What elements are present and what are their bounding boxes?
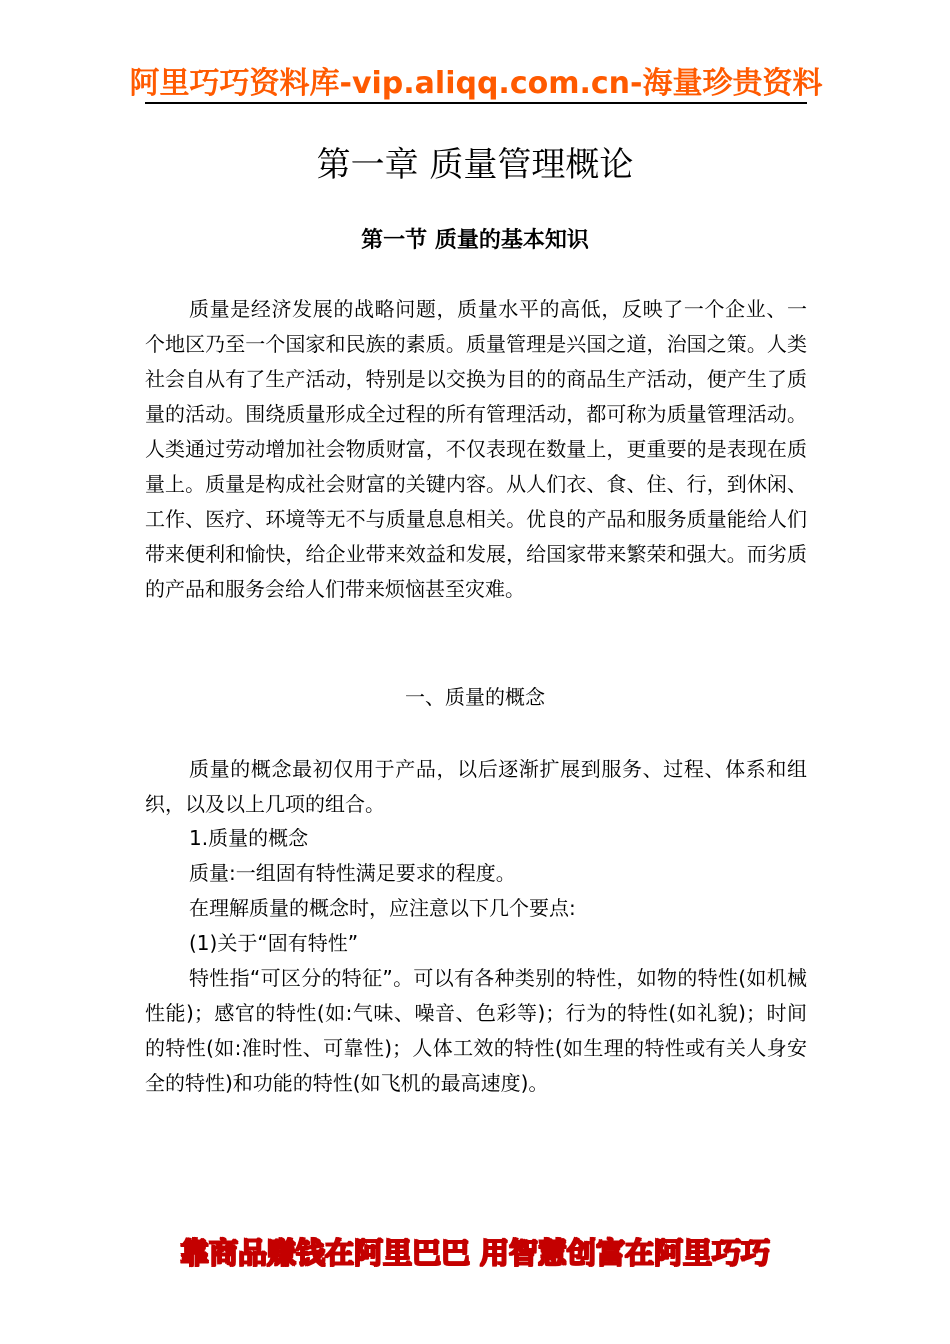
header-banner bbox=[129, 58, 823, 104]
paragraph-concept-scope: 质量的概念最初仅用于产品，以后逐渐扩展到服务、过程、体系和组织，以及以上几项的组合。 bbox=[145, 757, 807, 816]
list-item-definition: 质量:一组固有特性满足要求的程度。 bbox=[189, 861, 516, 885]
header-banner-text: 阿里巧巧资料库-vip.aliqq.com.cn-海量珍贵资料 bbox=[129, 66, 823, 101]
subheading-quality-concept: 一、质量的概念 bbox=[405, 685, 545, 709]
paragraph-characteristics: 特性指“可区分的特征”。可以有各种类别的特性，如物的特性(如机械性能)；感官的特性(如:气味、噪音、色彩等)；行为的特性(如礼貌)；时间的特性(如:准时性、可靠性)；人体工效的特性(如生理的特性或有关人身安全的特性)和功能的特性(如飞机的最高速度)。 bbox=[145, 966, 807, 1095]
paragraph-quality-importance: 质量是经济发展的战略问题，质量水平的高低，反映了一个企业、一个地区乃至一个国家和民族的素质。质量管理是兴国之道，治国之策。人类社会自从有了生产活动，特别是以交换为目的的商品生产活动，便产生了质量的活动。围绕质量形成全过程的所有管理活动，都可称为质量管理活动。人类通过劳动增加社会物质财富，不仅表现在数量上，更重要的是表现在质量上。质量是构成社会财富的关键内容。从人们衣、食、住、行，到休闲、工作、医疗、环境等无不与质量息息相关。优良的产品和服务质量能给人们带来便利和愉快，给企业带来效益和发展，给国家带来繁荣和强大。而劣质的产品和服务会给人们带来烦恼甚至灾难。 bbox=[145, 297, 807, 601]
list-item-key-points-intro: 在理解质量的概念时，应注意以下几个要点: bbox=[189, 896, 576, 920]
list-item-inherent-characteristics: (1)关于“固有特性” bbox=[189, 931, 359, 955]
footer-banner-text: 靠商品赚钱在阿里巴巴 用智慧创富在阿里巧巧 bbox=[179, 1235, 771, 1270]
section-title: 第一节 质量的基本知识 bbox=[361, 227, 589, 253]
list-item-concept-heading: 1.质量的概念 bbox=[189, 826, 309, 850]
chapter-title: 第一章 质量管理概论 bbox=[316, 145, 634, 185]
footer-banner bbox=[142, 1229, 808, 1273]
